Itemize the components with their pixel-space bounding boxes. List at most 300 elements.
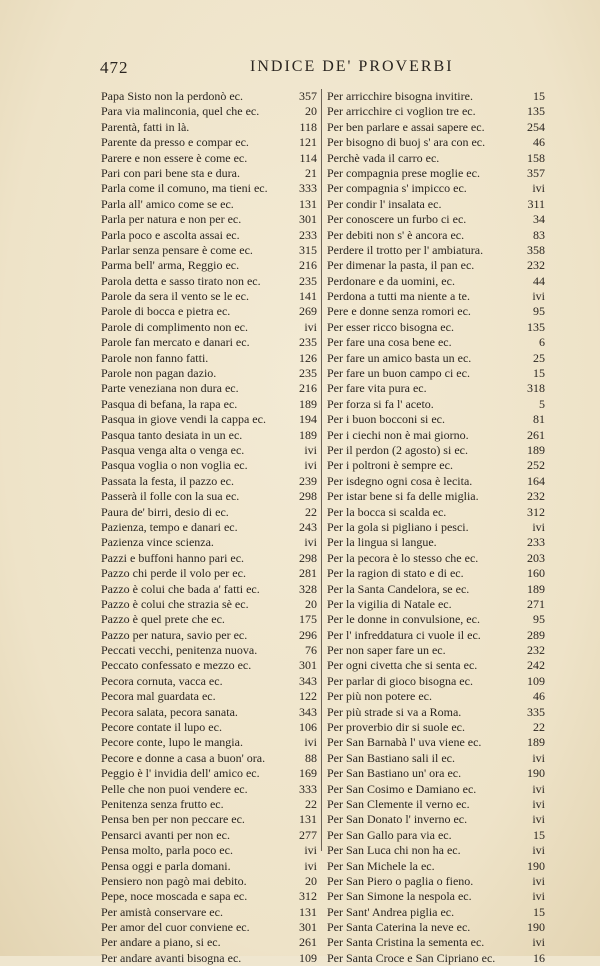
- proverb-text: Pazienza, tempo e danari ec.: [101, 519, 238, 534]
- index-entry: [327, 751, 545, 766]
- proverb-text: Pelle che non puoi vendere ec.: [101, 781, 248, 796]
- page-reference: ivi: [532, 796, 545, 811]
- index-entry: [101, 782, 317, 797]
- page-reference: 190: [527, 920, 545, 935]
- page-reference: ivi: [304, 442, 317, 457]
- page-reference: 189: [527, 442, 545, 457]
- proverb-text: Peccati vecchi, penitenza nuova.: [101, 643, 258, 658]
- index-entry: [327, 612, 545, 627]
- proverb-text: Per esser ricco bisogna ec.: [327, 319, 454, 334]
- index-entry: [327, 566, 545, 581]
- index-entry: [101, 135, 317, 150]
- index-entry: [327, 735, 545, 750]
- page-reference: 239: [299, 473, 317, 488]
- page-reference: 44: [533, 273, 545, 288]
- page-reference: ivi: [532, 812, 545, 827]
- proverb-text: Pensa molto, parla poco ec.: [101, 843, 233, 858]
- index-entry: [327, 443, 545, 458]
- index-entry: [327, 243, 545, 258]
- index-entry: [101, 843, 317, 858]
- index-entry: [101, 797, 317, 812]
- proverb-text: Per San Michele la ec.: [327, 858, 435, 873]
- index-entry: [327, 474, 545, 489]
- page-reference: 277: [299, 827, 317, 842]
- page-reference: 271: [527, 596, 545, 611]
- page-reference: ivi: [304, 535, 317, 550]
- page-reference: 95: [533, 612, 545, 627]
- proverb-text: Pepe, noce moscada e sapa ec.: [101, 889, 248, 904]
- index-entry: [101, 243, 317, 258]
- page-reference: 189: [299, 427, 317, 442]
- proverb-text: Per condir l' insalata ec.: [327, 196, 442, 211]
- proverb-text: Pazzo è quel prete che ec.: [101, 612, 225, 627]
- page-reference: 131: [299, 904, 317, 919]
- index-entry: [327, 582, 545, 597]
- proverb-text: Per la lingua si langue.: [327, 535, 437, 550]
- page-reference: 189: [299, 396, 317, 411]
- page-reference: 301: [299, 658, 317, 673]
- proverb-text: Per San Gallo para via ec.: [327, 827, 452, 842]
- page-reference: 15: [533, 827, 545, 842]
- page-reference: 83: [533, 227, 545, 242]
- index-entry: [327, 597, 545, 612]
- proverb-text: Per le donne in convulsione, ec.: [327, 612, 480, 627]
- page-reference: 357: [527, 165, 545, 180]
- index-entry: [101, 120, 317, 135]
- proverb-text: Pecora cornuta, vacca ec.: [101, 673, 223, 688]
- page-reference: 190: [527, 858, 545, 873]
- proverb-text: Parole di complimento non ec.: [101, 319, 248, 334]
- page-reference: 76: [305, 643, 317, 658]
- page-reference: 34: [533, 212, 545, 227]
- proverb-text: Parole fan mercato e danari ec.: [101, 335, 250, 350]
- index-entry: [101, 351, 317, 366]
- proverb-text: Pere e donne senza romori ec.: [327, 304, 471, 319]
- proverb-text: Per proverbio dir si suole ec.: [327, 720, 465, 735]
- index-entry: [327, 104, 545, 119]
- page-reference: 301: [299, 920, 317, 935]
- index-entry: [327, 89, 545, 104]
- proverb-text: Pazienza vince scienza.: [101, 535, 214, 550]
- page-reference: 106: [299, 720, 317, 735]
- index-entry: [327, 489, 545, 504]
- page-reference: 109: [527, 673, 545, 688]
- index-entry: [101, 258, 317, 273]
- index-entry: [327, 335, 545, 350]
- proverb-text: Peggio è l' invidia dell' amico ec.: [101, 766, 260, 781]
- page-reference: ivi: [532, 889, 545, 904]
- page-reference: 81: [533, 412, 545, 427]
- right-index-column: [327, 89, 545, 966]
- index-entry: [327, 428, 545, 443]
- proverb-text: Pecore e donne a casa a buon' ora.: [101, 750, 266, 765]
- page-reference: 318: [527, 381, 545, 396]
- proverb-text: Per ogni civetta che si senta ec.: [327, 658, 478, 673]
- page-reference: ivi: [532, 843, 545, 858]
- index-entry: [101, 689, 317, 704]
- proverb-text: Parla poco e ascolta assai ec.: [101, 227, 240, 242]
- proverb-text: Per parlar di gioco bisogna ec.: [327, 673, 473, 688]
- proverb-text: Per arricchire ci voglion tre ec.: [327, 104, 476, 119]
- proverb-text: Per debiti non s' è ancora ec.: [327, 227, 465, 242]
- proverb-text: Pensa oggi e parla domani.: [101, 858, 231, 873]
- proverb-text: Per andare a piano, si ec.: [101, 935, 221, 950]
- index-entry: [327, 628, 545, 643]
- index-entry: [327, 351, 545, 366]
- proverb-text: Per Sant' Andrea piglia ec.: [327, 904, 455, 919]
- page-reference: 6: [539, 335, 545, 350]
- page-reference: 131: [299, 196, 317, 211]
- proverb-text: Per i poltroni è sempre ec.: [327, 458, 453, 473]
- index-entry: [101, 828, 317, 843]
- page-reference: 358: [527, 242, 545, 257]
- page-reference: 311: [527, 196, 545, 211]
- proverb-text: Per San Donato l' inverno ec.: [327, 812, 468, 827]
- proverb-text: Per San Clemente il verno ec.: [327, 796, 470, 811]
- proverb-text: Per compagnia s' impicco ec.: [327, 181, 467, 196]
- page-reference: 194: [299, 412, 317, 427]
- proverb-text: Parte veneziana non dura ec.: [101, 381, 239, 396]
- index-entry: [101, 274, 317, 289]
- page-reference: 235: [299, 273, 317, 288]
- page-reference: 20: [305, 104, 317, 119]
- index-entry: [101, 320, 317, 335]
- page-reference: 333: [299, 181, 317, 196]
- proverb-text: Pasqua venga alta o venga ec.: [101, 442, 245, 457]
- proverb-text: Per San Bastiano sali il ec.: [327, 750, 455, 765]
- proverb-text: Pazzo è colui che strazia sè ec.: [101, 596, 249, 611]
- index-entry: [327, 905, 545, 920]
- proverb-text: Parente da presso e compar ec.: [101, 135, 249, 150]
- page-reference: 88: [305, 750, 317, 765]
- page-reference: 158: [527, 150, 545, 165]
- index-entry: [327, 674, 545, 689]
- proverb-text: Pensiero non pagò mai debito.: [101, 873, 247, 888]
- proverb-text: Pensarci avanti per non ec.: [101, 827, 230, 842]
- page-reference: ivi: [532, 519, 545, 534]
- index-entry: [101, 812, 317, 827]
- index-entry: [327, 366, 545, 381]
- page-reference: ivi: [304, 858, 317, 873]
- page-reference: 328: [299, 581, 317, 596]
- index-entry: [101, 104, 317, 119]
- page-reference: 203: [527, 550, 545, 565]
- proverb-text: Pasqua tanto desiata in un ec.: [101, 427, 243, 442]
- index-entry: [327, 458, 545, 473]
- index-entry: [101, 889, 317, 904]
- proverb-text: Per San Luca chi non ha ec.: [327, 843, 461, 858]
- proverb-text: Per fare una cosa bene ec.: [327, 335, 452, 350]
- index-entry: [327, 658, 545, 673]
- proverb-text: Parentà, fatti in là.: [101, 119, 190, 134]
- page-reference: 126: [299, 350, 317, 365]
- index-entry: [101, 859, 317, 874]
- page-reference: 252: [527, 458, 545, 473]
- proverb-text: Per Santa Croce e San Cipriano ec.: [327, 950, 496, 965]
- page-reference: 46: [533, 689, 545, 704]
- page-reference: 16: [533, 950, 545, 965]
- index-entry: [327, 705, 545, 720]
- proverb-text: Per la pecora è lo stesso che ec.: [327, 550, 479, 565]
- proverb-text: Per bisogno di buoj s' ara con ec.: [327, 135, 486, 150]
- page-reference: 235: [299, 335, 317, 350]
- page-reference: 343: [299, 704, 317, 719]
- page-reference: ivi: [304, 458, 317, 473]
- proverb-text: Per amor del cuor conviene ec.: [101, 920, 250, 935]
- proverb-text: Per andare avanti bisogna ec.: [101, 950, 242, 965]
- proverb-text: Parole non pagan dazio.: [101, 366, 217, 381]
- proverb-text: Per i ciechi non è mai giorno.: [327, 427, 469, 442]
- proverb-text: Pazzo chi perde il volo per ec.: [101, 566, 246, 581]
- page-reference: 190: [527, 766, 545, 781]
- page-reference: 15: [533, 89, 545, 103]
- index-entry: [101, 443, 317, 458]
- page-reference: ivi: [304, 735, 317, 750]
- page-reference: 312: [527, 504, 545, 519]
- index-entry: [101, 720, 317, 735]
- page-reference: 25: [533, 350, 545, 365]
- index-entry: [101, 289, 317, 304]
- index-entry: [327, 505, 545, 520]
- proverb-text: Parere e non essere è come ec.: [101, 150, 248, 165]
- page-reference: 20: [305, 596, 317, 611]
- proverb-text: Perdona a tutti ma niente a te.: [327, 289, 470, 304]
- page-reference: 121: [299, 135, 317, 150]
- page-reference: ivi: [532, 781, 545, 796]
- page-reference: 233: [299, 227, 317, 242]
- index-entry: [327, 828, 545, 843]
- index-entry: [101, 920, 317, 935]
- proverb-text: Parlar senza pensare è come ec.: [101, 242, 253, 257]
- proverb-text: Pazzo per natura, savio per ec.: [101, 627, 248, 642]
- index-entry: [101, 612, 317, 627]
- index-entry: [327, 551, 545, 566]
- page-reference: 335: [527, 704, 545, 719]
- index-entry: [101, 582, 317, 597]
- page-reference: ivi: [532, 750, 545, 765]
- page-reference: 232: [527, 643, 545, 658]
- page-reference: 296: [299, 627, 317, 642]
- proverb-text: Per i buon bocconi si ec.: [327, 412, 445, 427]
- proverb-text: Pasqua voglia o non voglia ec.: [101, 458, 248, 473]
- proverb-text: Per forza si fa l' aceto.: [327, 396, 434, 411]
- index-entry: [327, 643, 545, 658]
- index-entry: [327, 274, 545, 289]
- proverb-text: Para via malinconia, quel che ec.: [101, 104, 260, 119]
- proverb-text: Pecora mal guardata ec.: [101, 689, 216, 704]
- proverb-text: Parole di bocca e pietra ec.: [101, 304, 231, 319]
- page-reference: ivi: [532, 873, 545, 888]
- index-entry: [327, 228, 545, 243]
- page-reference: 269: [299, 304, 317, 319]
- proverb-text: Parla come il comuno, ma tieni ec.: [101, 181, 268, 196]
- page-reference: 21: [305, 165, 317, 180]
- proverb-text: Per più non potere ec.: [327, 689, 432, 704]
- proverb-text: Pecore conte, lupo le mangia.: [101, 735, 243, 750]
- proverb-text: Per San Piero o paglia o fieno.: [327, 873, 474, 888]
- page-reference: 189: [527, 581, 545, 596]
- page-reference: 109: [299, 950, 317, 965]
- index-entry: [327, 520, 545, 535]
- proverb-text: Perchè vada il carro ec.: [327, 150, 440, 165]
- index-entry: [101, 381, 317, 396]
- index-entry: [101, 181, 317, 196]
- index-entry: [101, 166, 317, 181]
- page-reference: ivi: [532, 935, 545, 950]
- index-entry: [101, 751, 317, 766]
- proverb-text: Pari con pari bene sta e dura.: [101, 165, 240, 180]
- page-reference: 114: [299, 150, 317, 165]
- proverb-text: Per Santa Cristina la sementa ec.: [327, 935, 485, 950]
- proverb-text: Per la bocca si scalda ec.: [327, 504, 447, 519]
- left-index-column: [101, 89, 317, 966]
- index-entry: [327, 951, 545, 966]
- index-entry: [101, 566, 317, 581]
- proverb-text: Passata la festa, il pazzo ec.: [101, 473, 234, 488]
- index-entry: [327, 320, 545, 335]
- page-reference: 141: [299, 289, 317, 304]
- index-entry: [101, 212, 317, 227]
- index-entry: [101, 674, 317, 689]
- proverb-text: Per San Bastiano un' ora ec.: [327, 766, 462, 781]
- page-reference: 216: [299, 258, 317, 273]
- page-reference: 20: [305, 873, 317, 888]
- proverb-text: Per il perdon (2 agosto) si ec.: [327, 442, 468, 457]
- index-entry: [101, 412, 317, 427]
- proverb-text: Per amistà conservare ec.: [101, 904, 223, 919]
- proverb-text: Per più strade si va a Roma.: [327, 704, 462, 719]
- index-entry: [101, 597, 317, 612]
- proverb-text: Per la gola si pigliano i pesci.: [327, 519, 469, 534]
- index-entry: [327, 843, 545, 858]
- index-entry: [327, 874, 545, 889]
- proverb-text: Per istar bene si fa delle miglia.: [327, 489, 479, 504]
- proverb-text: Perdonare e da uomini, ec.: [327, 273, 455, 288]
- proverb-text: Passerà il folle con la sua ec.: [101, 489, 240, 504]
- index-entry: [101, 766, 317, 781]
- page-reference: ivi: [532, 289, 545, 304]
- index-entry: [101, 905, 317, 920]
- page-reference: 298: [299, 489, 317, 504]
- index-entry: [101, 428, 317, 443]
- page-reference: 261: [527, 427, 545, 442]
- proverb-text: Per dimenar la pasta, il pan ec.: [327, 258, 475, 273]
- index-entry: [327, 766, 545, 781]
- proverb-text: Pazzo è colui che bada a' fatti ec.: [101, 581, 260, 596]
- index-entry: [327, 812, 545, 827]
- index-entry: [101, 151, 317, 166]
- index-entry: [101, 228, 317, 243]
- index-entry: [101, 658, 317, 673]
- index-entry: [327, 120, 545, 135]
- index-entry: [101, 874, 317, 889]
- proverb-text: Per conoscere un furbo ci ec.: [327, 212, 467, 227]
- index-entry: [101, 397, 317, 412]
- proverb-text: Per arricchire bisogna invitire.: [327, 89, 473, 103]
- page-reference: 169: [299, 766, 317, 781]
- index-entry: [327, 289, 545, 304]
- proverb-text: Per fare un amico basta un ec.: [327, 350, 472, 365]
- page-reference: 301: [299, 212, 317, 227]
- page-reference: 135: [527, 319, 545, 334]
- page-reference: 131: [299, 812, 317, 827]
- page-reference: 46: [533, 135, 545, 150]
- index-entry: [101, 197, 317, 212]
- index-entry: [327, 889, 545, 904]
- index-entry: [327, 797, 545, 812]
- page-reference: 232: [527, 489, 545, 504]
- index-entry: [327, 782, 545, 797]
- page-reference: 22: [533, 720, 545, 735]
- page-reference: 242: [527, 658, 545, 673]
- index-entry: [101, 489, 317, 504]
- proverb-text: Pecora salata, pecora sanata.: [101, 704, 238, 719]
- index-entry: [101, 474, 317, 489]
- page-number: 472: [100, 58, 129, 77]
- index-entry: [101, 705, 317, 720]
- proverb-text: Parla per natura e non per ec.: [101, 212, 242, 227]
- index-entry: [327, 859, 545, 874]
- index-entry: [327, 535, 545, 550]
- proverb-text: Parole da sera il vento se le ec.: [101, 289, 249, 304]
- index-entry: [327, 135, 545, 150]
- proverb-text: Pecore contate il lupo ec.: [101, 720, 222, 735]
- proverb-text: Per l' infreddatura ci vuole il ec.: [327, 627, 481, 642]
- index-entry: [101, 89, 317, 104]
- page-reference: 189: [527, 735, 545, 750]
- index-entry: [327, 304, 545, 319]
- index-entry: [101, 643, 317, 658]
- page-reference: 312: [299, 889, 317, 904]
- proverb-text: Per la ragion di stato e di ec.: [327, 566, 464, 581]
- index-entry: [101, 628, 317, 643]
- proverb-text: Per Santa Caterina la neve ec.: [327, 920, 471, 935]
- page-reference: 216: [299, 381, 317, 396]
- proverb-text: Per la vigilia di Natale ec.: [327, 596, 452, 611]
- page-reference: 175: [299, 612, 317, 627]
- proverb-text: Penitenza senza frutto ec.: [101, 796, 224, 811]
- page-reference: 160: [527, 566, 545, 581]
- page-reference: 298: [299, 550, 317, 565]
- page-reference: 122: [299, 689, 317, 704]
- proverb-text: Parma bell' arma, Reggio ec.: [101, 258, 240, 273]
- proverb-text: Papa Sisto non la perdonò ec.: [101, 89, 243, 103]
- page-header: [100, 58, 540, 82]
- proverb-text: Per isdegno ogni cosa è lecita.: [327, 473, 473, 488]
- index-entry: [327, 381, 545, 396]
- index-entry: [327, 689, 545, 704]
- proverb-text: Per la Santa Candelora, se ec.: [327, 581, 470, 596]
- index-entry: [101, 935, 317, 950]
- index-entry: [101, 366, 317, 381]
- index-entry: [101, 551, 317, 566]
- proverb-text: Parola detta e sasso tirato non ec.: [101, 273, 261, 288]
- proverb-text: Per San Barnabà l' uva viene ec.: [327, 735, 482, 750]
- index-entry: [327, 935, 545, 950]
- proverb-text: Pazzi e buffoni hanno pari ec.: [101, 550, 245, 565]
- page-reference: 95: [533, 304, 545, 319]
- index-entry: [327, 412, 545, 427]
- page-reference: 15: [533, 366, 545, 381]
- index-entry: [101, 458, 317, 473]
- page-reference: 261: [299, 935, 317, 950]
- page-reference: ivi: [304, 319, 317, 334]
- proverb-text: Per fare un buon campo ci ec.: [327, 366, 470, 381]
- proverb-text: Per San Cosimo e Damiano ec.: [327, 781, 477, 796]
- proverb-text: Per non saper fare un ec.: [327, 643, 446, 658]
- page-reference: 343: [299, 673, 317, 688]
- index-entry: [101, 951, 317, 966]
